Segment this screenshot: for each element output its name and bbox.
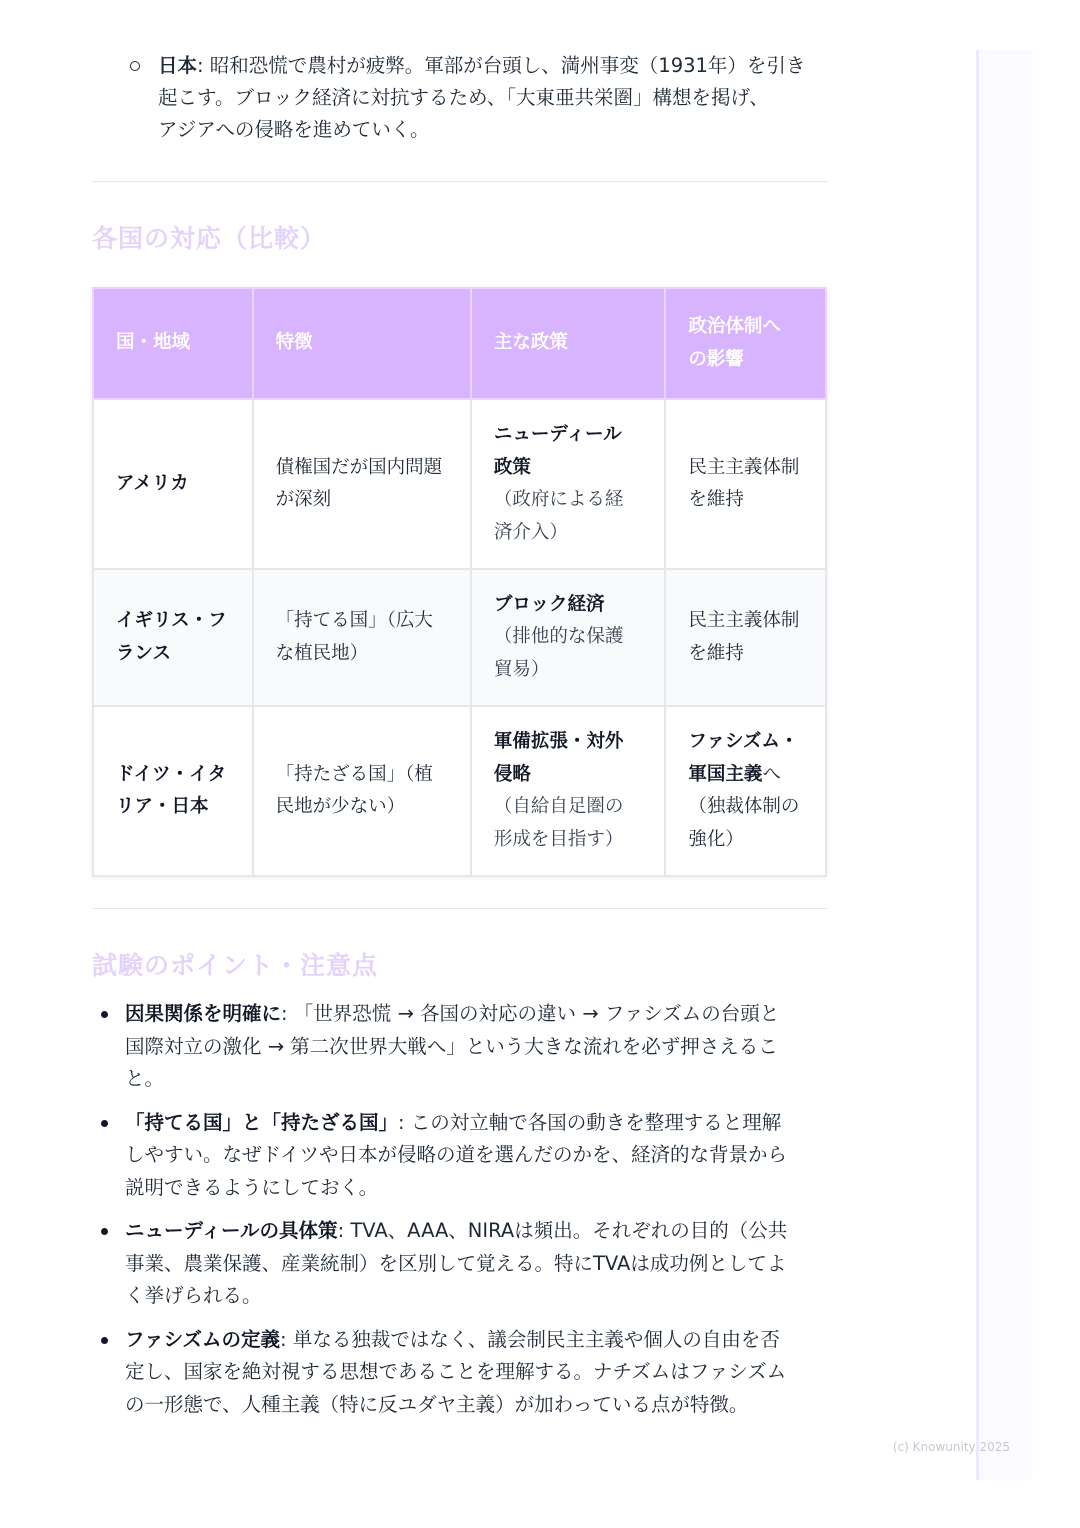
exam-points-list	[92, 998, 832, 1432]
table-header-row	[93, 288, 826, 399]
cell-country: ドイツ・イタ リア・日本	[93, 706, 253, 876]
japan-label: 日本	[158, 54, 198, 77]
cell-impact: ファシズム・ 軍国主義へ （独裁体制の 強化）	[665, 706, 826, 876]
table-row	[93, 706, 826, 876]
cell-policy: 軍備拡張・対外 侵略 （自給自足圏の 形成を目指す）	[471, 706, 665, 876]
list-item: ファシズムの定義: 単なる独裁ではなく、議会制民主主義や個人の自由を否 定し、国家を絶対視する思想であることを理解する。ナチズムはファシズム の一形態で、人種主義（特に反ユダヤ主義）が加わっている点が特徴。	[92, 1324, 832, 1422]
japan-text-line-2: 起こす。ブロック経済に対抗するため、「大東亜共栄圏」構想を掲げ、	[158, 86, 769, 109]
header-feature: 特徴	[253, 288, 471, 399]
comparison-table	[92, 287, 827, 877]
japan-text-line-1: 昭和恐慌で農村が疲弊。軍部が台頭し、満州事変（1931年）を引き	[209, 54, 806, 77]
bullet-icon	[101, 1120, 108, 1127]
bullet-icon	[101, 1337, 108, 1344]
list-item: ニューディールの具体策: TVA、AAA、NIRAは頻出。それぞれの目的（公共 事業、農業保護、産業統制）を区別して覚える。特にTVAは成功例としてよ く挙げられる。	[92, 1215, 832, 1313]
cell-impact: 民主主義体制 を維持	[665, 399, 826, 569]
cell-policy: ブロック経済 （排他的な保護 貿易）	[471, 569, 665, 706]
table-row	[93, 399, 826, 569]
bullet-icon	[101, 1228, 108, 1235]
list-item: 因果関係を明確に: 「世界恐慌 → 各国の対応の違い → ファシズムの台頭と 国際対立の激化 → 第二次世界大戦へ」という大きな流れを必ず押さえるこ と。	[92, 998, 832, 1096]
header-impact: 政治体制へ の影響	[665, 288, 826, 399]
cell-feature: 「持てる国」（広大 な植民地）	[253, 569, 471, 706]
divider	[92, 908, 828, 909]
list-item: 「持てる国」と「持たざる国」: この対立軸で各国の動きを整理すると理解 しやすい。なぜドイツや日本が侵略の道を選んだのかを、経済的な背景から 説明できるようにしておく。	[92, 1107, 832, 1205]
cell-country: イギリス・フ ランス	[93, 569, 253, 706]
japan-text-line-3: アジアへの侵略を進めていく。	[158, 118, 430, 141]
divider	[92, 181, 828, 182]
header-country: 国・地域	[93, 288, 253, 399]
header-policy: 主な政策	[471, 288, 665, 399]
bullet-icon	[101, 1011, 108, 1018]
side-panel-border	[976, 50, 979, 1480]
japan-sub-list	[130, 50, 830, 146]
section-title-comparison: 各国の対応（比較）	[92, 224, 327, 253]
cell-feature: 「持たざる国」（植 民地が少ない）	[253, 706, 471, 876]
cell-policy: ニューディール 政策 （政府による経 済介入）	[471, 399, 665, 569]
cell-impact: 民主主義体制 を維持	[665, 569, 826, 706]
cell-country: アメリカ	[93, 399, 253, 569]
section-title-exam-points: 試験のポイント・注意点	[92, 951, 379, 980]
table-row	[93, 569, 826, 706]
side-panel	[976, 50, 1032, 1480]
copyright-footer: (c) Knowunity 2025	[892, 1440, 1010, 1454]
cell-feature: 債権国だが国内問題 が深刻	[253, 399, 471, 569]
list-item-japan: 日本: 昭和恐慌で農村が疲弊。軍部が台頭し、満州事変（1931年）を引き 起こす。ブロック経済に対抗するため、「大東亜共栄圏」構想を掲げ、 アジアへの侵略を進めていく。	[130, 50, 830, 146]
hollow-bullet-icon	[130, 61, 140, 71]
